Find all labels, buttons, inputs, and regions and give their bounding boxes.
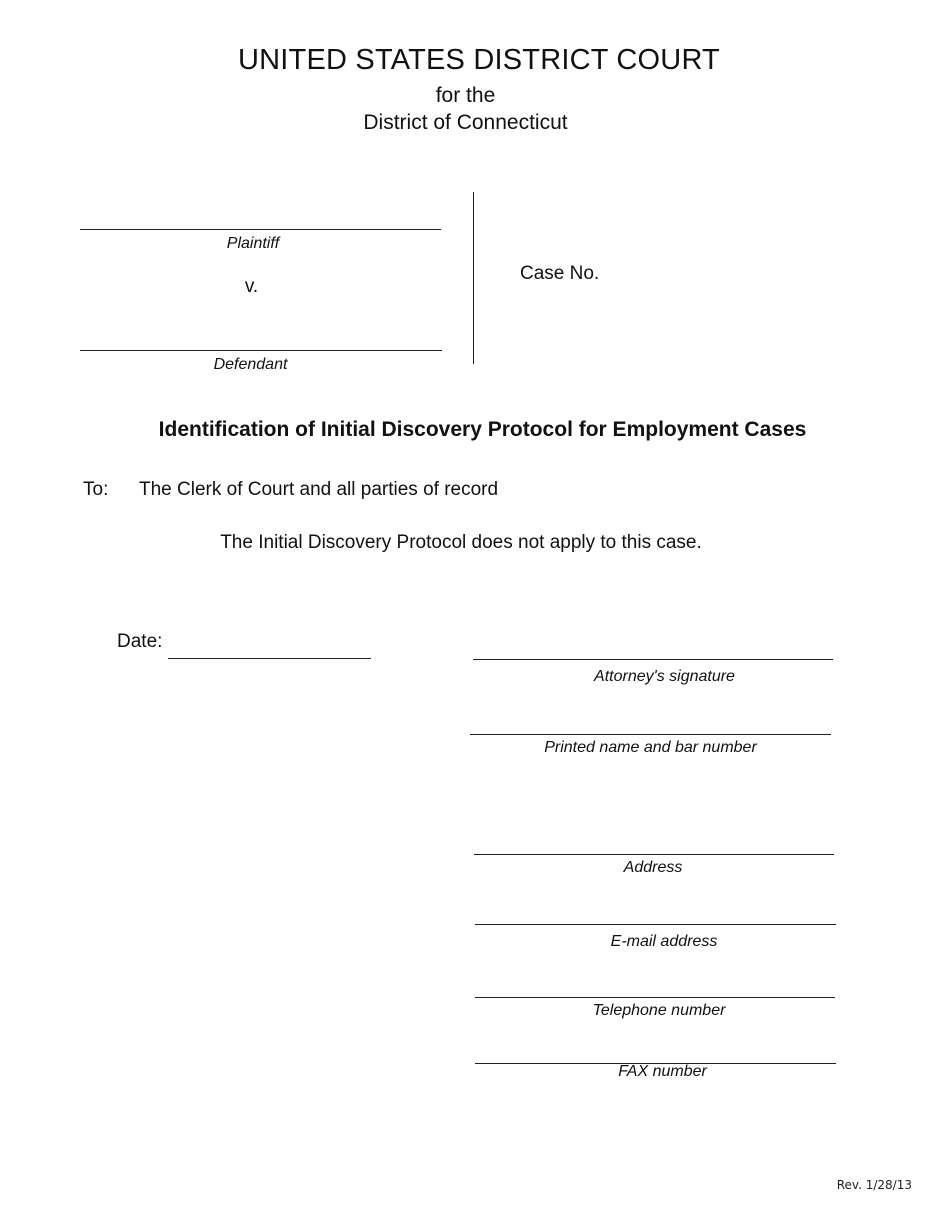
court-name: UNITED STATES DISTRICT COURT — [238, 44, 720, 76]
plaintiff-line — [80, 229, 441, 230]
defendant-field[interactable] — [80, 329, 442, 349]
address-line — [474, 854, 834, 855]
fax-field[interactable] — [475, 1042, 836, 1062]
telephone-line — [475, 997, 835, 998]
versus-text: v. — [244, 276, 259, 297]
address-field[interactable] — [474, 770, 834, 854]
date-line — [168, 658, 371, 659]
to-recipients: The Clerk of Court and all parties of record — [139, 479, 499, 500]
email-line — [475, 924, 836, 925]
case-no-label: Case No. — [520, 263, 600, 284]
form-title: Identification of Initial Discovery Protocol for Employment Cases — [158, 418, 807, 441]
revision-date: Rev. 1/28/13 — [836, 1178, 912, 1192]
address-label: Address — [623, 859, 683, 876]
defendant-label: Defendant — [213, 356, 288, 373]
for-the-text: for the — [435, 84, 496, 107]
attorney-signature-line — [473, 659, 833, 660]
telephone-field[interactable] — [475, 977, 835, 997]
email-label: E-mail address — [610, 933, 718, 950]
printed-name-label: Printed name and bar number — [544, 739, 757, 756]
protocol-statement: The Initial Discovery Protocol does not apply to this case. — [220, 532, 702, 553]
telephone-label: Telephone number — [592, 1002, 726, 1019]
date-label: Date: — [117, 631, 163, 652]
printed-name-line — [470, 734, 831, 735]
printed-name-field[interactable] — [470, 713, 831, 733]
attorney-signature-label: Attorney's signature — [594, 668, 735, 685]
date-field[interactable] — [168, 638, 371, 658]
plaintiff-label: Plaintiff — [226, 235, 280, 252]
plaintiff-field[interactable] — [80, 208, 441, 228]
to-label: To: — [83, 479, 109, 500]
defendant-line — [80, 350, 442, 351]
email-field[interactable] — [475, 903, 836, 923]
district-name: District of Connecticut — [363, 111, 568, 134]
attorney-signature-field[interactable] — [473, 638, 833, 658]
caption-divider — [473, 192, 474, 364]
fax-label: FAX number — [618, 1063, 707, 1080]
case-no-field[interactable] — [608, 262, 868, 286]
